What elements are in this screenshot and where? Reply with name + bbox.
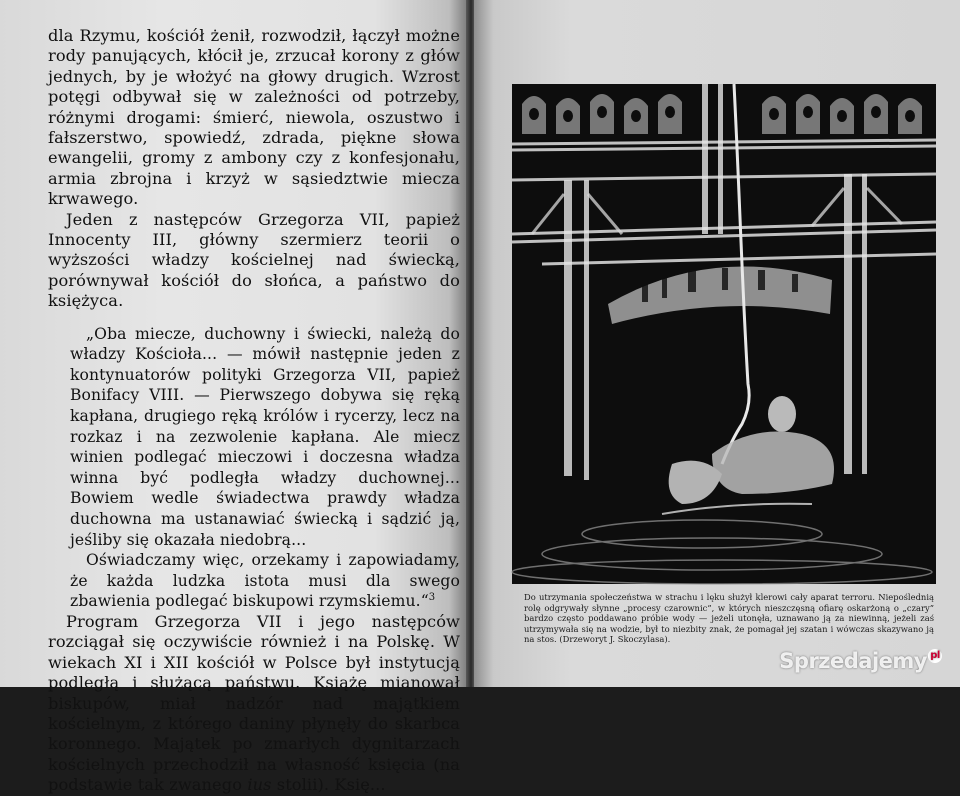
illustration-caption: Do utrzymania społeczeństwa w strachu i lęku służył klerowi cały aparat terroru. Niepoślednią rolę odgrywały słynne „procesy czarownic”, w których nieszczęsną ofiarę oskarżoną o „czary” bardzo często poddawano próbie wody — jeżeli utonęła, uznawano ją za niewinną, jeżeli zaś utrzymywała się na wodzie, był to niezbity znak, że pomagał jej szatan i wówczas skazywano ją na stos. (Drzeworyt J. Skoczylasa).	[524, 592, 934, 645]
paragraph-3	[48, 612, 460, 796]
left-text-column	[48, 26, 460, 796]
paragraph-1: dla Rzymu, kościół żenił, rozwodził, łączył możne rody panujących, kłócił je, zrzucał korony z głów jednych, by je włożyć na głowy drugich. Wzrost potęgi odbywał się w zależności od potrzeby, różnymi drogami: śmierć, niewola, oszustwo i fałszerstwo, spowiedź, zdrada, piękne słowa ewangelii, gromy z ambony czy z konfesjonału, armia zbrojna i krzyż w sąsiedztwie miecza krwawego.	[48, 26, 460, 209]
paragraph-3-end: stolii). Księ...	[276, 775, 386, 795]
papal-quote	[48, 324, 460, 612]
watermark	[779, 649, 942, 673]
watermark-badge: pl	[928, 649, 942, 663]
paragraph-3-italic: ius	[247, 775, 272, 795]
footnote-mark: 3	[428, 592, 436, 604]
quote-paragraph-2-text: Oświadczamy więc, orzekamy i zapowiadamy, że każda ludzka istota musi dla swego zbawienia podlegać biskupowi rzymskiemu.“	[70, 551, 460, 611]
woodcut-illustration	[512, 84, 936, 584]
left-page	[0, 0, 468, 795]
paragraph-2: Jeden z następców Grzegorza VII, papież Innocenty III, główny szermierz teorii o wyższości władzy kościelnej nad świecką, porównywał kościół do słońca, a państwo do księżyca.	[48, 209, 460, 311]
woodcut-svg	[512, 84, 936, 584]
quote-paragraph-2	[70, 550, 460, 612]
paragraph-3-text: Program Grzegorza VII i jego następców rozciągał się oczywiście również i na Polskę. W wiekach XI i XII kościół w Polsce był instytucją podległą i służącą państwu. Książę mianował biskupów, miał nadzór nad majątkiem kościelnym, z którego daniny płynęły do skarbca koronnego. Majątek po zmarłych dygnitarzach kościelnych przechodził na własność księcia (na podstawie tak zwanego	[48, 612, 460, 795]
right-page	[474, 0, 960, 687]
watermark-text: Sprzedajemy	[779, 649, 927, 673]
quote-paragraph-1: „Oba miecze, duchowny i świecki, należą do władzy Kościoła... — mówił następnie jeden z kontynuatorów polityki Grzegorza VII, papież Bonifacy VIII. — Pierwszego dobywa się ręką kapłana, drugiego ręką królów i rycerzy, lecz na rozkaz i na zezwolenie kapłana. Ale miecz winien podlegać mieczowi i doczesna władza winna być podległa władzy duchownej... Bowiem wedle świadectwa prawdy władza duchowna ma ustanawiać świecką i sądzić ją, jeśliby się okazała niedobrą...	[70, 324, 460, 549]
